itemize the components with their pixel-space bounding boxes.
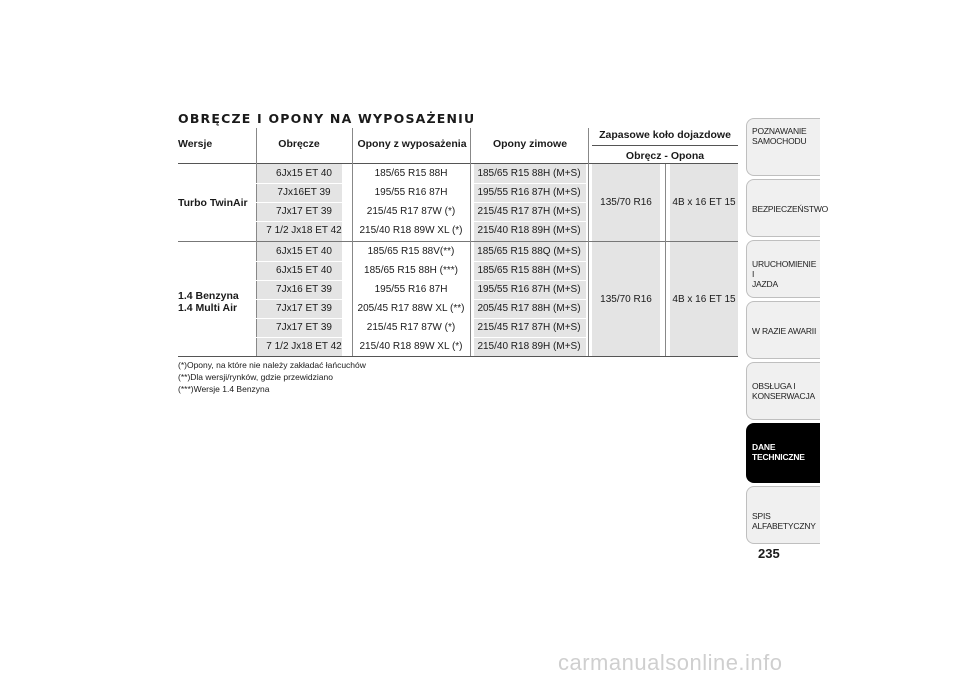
rim-cell: 7 1/2 Jx18 ET 42: [266, 341, 342, 352]
header-opony-zimowe: Opony zimowe: [492, 138, 568, 150]
header-opony-wyposazenia: Opony z wyposażenia: [357, 138, 467, 150]
header-divider: [592, 145, 738, 146]
version-multiair: 1.4 Multi Air: [178, 302, 238, 314]
tyre-cell: 215/45 R17 87W (*): [366, 322, 456, 333]
rim-cell: 6Jx15 ET 40: [276, 265, 332, 276]
rim-cell: 7Jx16 ET 39: [276, 284, 332, 295]
row-divider: [474, 221, 586, 222]
sidebar-tab-label: W RAZIE AWARII: [752, 326, 817, 336]
sidebar-tab-label: JAZDA: [752, 279, 778, 289]
table-bottom-rule: [178, 356, 738, 357]
row-divider: [474, 299, 586, 300]
row-divider: [256, 337, 342, 338]
col-line: [588, 128, 589, 356]
rim-cell: 6Jx15 ET 40: [276, 246, 332, 257]
header-wersje: Wersje: [178, 138, 213, 150]
spare-tyre-column-bg: [592, 164, 660, 356]
col-line: [665, 164, 666, 356]
row-divider: [474, 261, 586, 262]
tyre-cell: 185/65 R15 88H: [374, 168, 448, 179]
sidebar-tab-awarie[interactable]: [746, 301, 820, 359]
row-divider: [474, 318, 586, 319]
winter-cell: 195/55 R16 87H (M+S): [477, 187, 581, 198]
row-divider: [474, 280, 586, 281]
tyre-cell: 205/45 R17 88W XL (**): [357, 303, 465, 314]
row-divider: [256, 280, 342, 281]
sidebar-tab-spis[interactable]: [746, 486, 820, 544]
tyre-cell: 195/55 R16 87H: [374, 187, 448, 198]
winter-cell: 215/45 R17 87H (M+S): [477, 206, 581, 217]
row-divider: [474, 337, 586, 338]
winter-cell: 215/45 R17 87H (M+S): [477, 322, 581, 333]
rim-cell: 7Jx17 ET 39: [276, 303, 332, 314]
winter-cell: 215/40 R18 89H (M+S): [477, 225, 581, 236]
sidebar-tab-label: TECHNICZNE: [752, 452, 805, 462]
version-turbo-twinair: Turbo TwinAir: [178, 197, 248, 209]
sidebar-tab-label: URUCHOMIENIE I: [752, 259, 817, 279]
row-divider: [256, 221, 342, 222]
tyre-cell: 185/65 R15 88H (***): [364, 265, 458, 276]
page-title: OBRĘCZE I OPONY NA WYPOSAŻENIU: [178, 111, 476, 126]
sidebar-tab-label: BEZPIECZEŃSTWO: [752, 204, 829, 214]
sidebar-tab-label: SPIS ALFABETYCZNY: [752, 511, 816, 531]
spare-rim-column-bg: [670, 164, 738, 356]
spare-rim: 4B x 16 ET 15: [672, 197, 736, 208]
footnote-1: (*)Opony, na które nie należy zakładać łańcuchów: [178, 360, 366, 370]
rim-cell: 6Jx15 ET 40: [276, 168, 332, 179]
row-divider: [474, 183, 586, 184]
header-obrecz-opona: Obręcz - Opona: [625, 150, 705, 162]
spare-tyre: 135/70 R16: [600, 294, 652, 305]
tyre-cell: 215/45 R17 87W (*): [366, 206, 456, 217]
version-benzyna: 1.4 Benzyna: [178, 290, 239, 302]
rim-cell: 7Jx16ET 39: [277, 187, 331, 198]
sidebar-tab-label: OBSŁUGA I: [752, 381, 796, 391]
footnote-2: (**)Dla wersji/rynków, gdzie przewidziano: [178, 372, 333, 382]
sidebar-tab-bezpieczenstwo[interactable]: [746, 179, 829, 237]
row-divider: [256, 183, 342, 184]
tyre-cell: 215/40 R18 89W XL (*): [359, 225, 463, 236]
row-divider: [256, 261, 342, 262]
row-divider: [256, 318, 342, 319]
winter-cell: 195/55 R16 87H (M+S): [477, 284, 581, 295]
rim-cell: 7 1/2 Jx18 ET 42: [266, 225, 342, 236]
winter-cell: 185/65 R15 88Q (M+S): [477, 246, 581, 257]
rim-cell: 7Jx17 ET 39: [276, 206, 332, 217]
sidebar-tab-obsluga[interactable]: [746, 362, 820, 420]
sidebar-tab-poznawanie[interactable]: [746, 118, 820, 176]
winter-cell: 185/65 R15 88H (M+S): [477, 168, 581, 179]
header-obrecze: Obręcze: [278, 138, 320, 150]
sidebar-tab-label: KONSERWACJA: [752, 391, 815, 401]
tyre-cell: 215/40 R18 89W XL (*): [359, 341, 463, 352]
watermark-text: carmanualsonline.info: [558, 650, 783, 675]
row-divider: [474, 202, 586, 203]
row-divider: [256, 202, 342, 203]
spare-rim: 4B x 16 ET 15: [672, 294, 736, 305]
sidebar-tab-label: SAMOCHODU: [752, 136, 807, 146]
winter-cell: 205/45 R17 88H (M+S): [477, 303, 581, 314]
sidebar-tab-uruchomienie[interactable]: [746, 240, 820, 298]
tyre-cell: 185/65 R15 88V(**): [367, 246, 455, 257]
group-separator: [178, 241, 738, 242]
tyre-cell: 195/55 R16 87H: [374, 284, 448, 295]
sidebar-tab-label: POZNAWANIE: [752, 126, 807, 136]
spare-tyre: 135/70 R16: [600, 197, 652, 208]
winter-cell: 185/65 R15 88H (M+S): [477, 265, 581, 276]
rim-cell: 7Jx17 ET 39: [276, 322, 332, 333]
header-zapasowe: Zapasowe koło dojazdowe: [599, 129, 731, 141]
sidebar-tab-label: DANE: [752, 442, 776, 452]
row-divider: [256, 299, 342, 300]
footnote-3: (***)Wersje 1.4 Benzyna: [178, 384, 270, 394]
winter-cell: 215/40 R18 89H (M+S): [477, 341, 581, 352]
sidebar-tab-dane-techniczne[interactable]: [746, 423, 820, 483]
page-number: 235: [758, 546, 780, 561]
